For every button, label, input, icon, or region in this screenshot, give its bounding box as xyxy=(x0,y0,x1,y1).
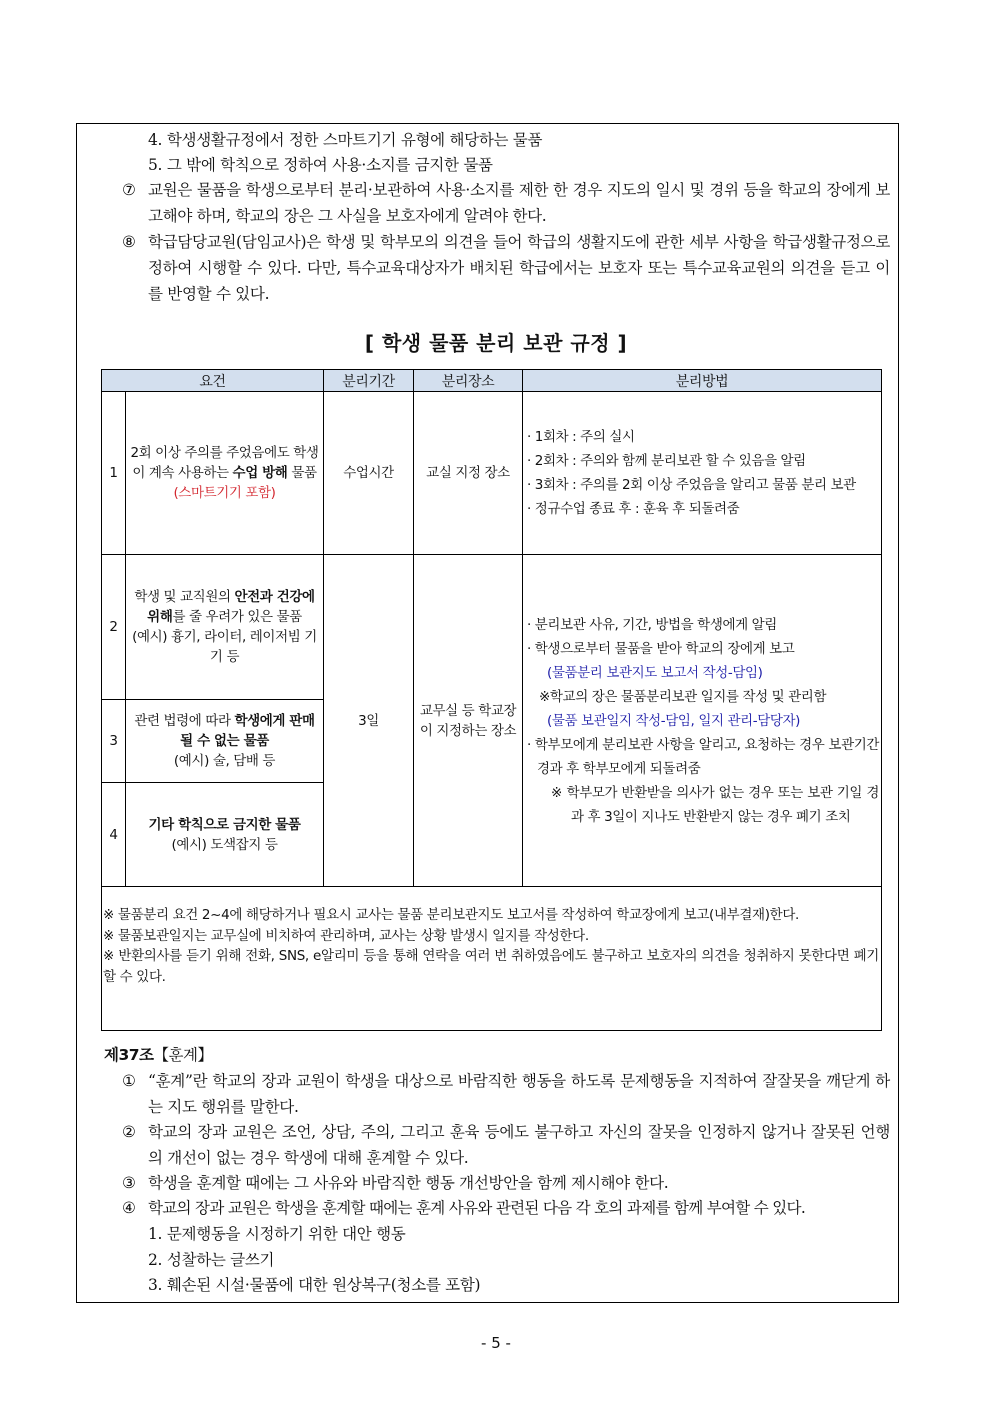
clause-8 xyxy=(122,229,890,307)
requirement-emphasis: 기타 학칙으로 금지한 물품 xyxy=(148,816,301,833)
item-number: 3. xyxy=(148,1276,163,1294)
clause-number: ⑧ xyxy=(122,233,136,251)
item-text: 학생생활규정에서 정한 스마트기기 유형에 해당하는 물품 xyxy=(166,131,543,149)
task-item-3 xyxy=(148,1272,480,1298)
method-line: · 분리보관 사유, 기간, 방법을 학생에게 알림 xyxy=(527,616,777,633)
table-notes xyxy=(101,886,882,1031)
row-index: 2 xyxy=(102,555,126,700)
requirement-cell xyxy=(126,555,324,700)
clause-7 xyxy=(122,177,890,229)
item-number: 2. xyxy=(148,1251,163,1269)
requirement-cell xyxy=(126,783,324,887)
task-item-1 xyxy=(148,1221,405,1247)
clause-number: ⑦ xyxy=(122,181,136,199)
table-row xyxy=(102,555,882,700)
list-item-5 xyxy=(148,152,493,178)
method-line: · 1회차 : 주의 실시 xyxy=(527,429,635,445)
requirement-text: 관련 법령에 따라 xyxy=(134,713,235,729)
table-header-row xyxy=(102,370,882,392)
item-text: 그 밖에 학칙으로 정하여 사용·소지를 금지한 물품 xyxy=(166,156,493,174)
clause-text: 학교의 장과 교원은 조언, 상담, 주의, 그리고 훈육 등에도 불구하고 자신의 잘못을 인정하지 않거나 잘못된 언행의 개선이 없는 경우 학생에 대해 훈계할 수 있다. xyxy=(148,1123,890,1167)
period-cell: 수업시간 xyxy=(324,392,414,555)
clause-number: ④ xyxy=(122,1199,136,1217)
method-line: · 학생으로부터 물품을 받아 학교의 장에게 보고 xyxy=(527,640,795,657)
header-place: 분리장소 xyxy=(414,370,523,392)
row-index: 4 xyxy=(102,783,126,887)
page-number: - 5 - xyxy=(481,1334,511,1352)
item-text: 문제행동을 시정하기 위한 대안 행동 xyxy=(166,1225,406,1243)
article-heading xyxy=(104,1043,212,1067)
item-number: 1. xyxy=(148,1225,163,1243)
period-cell: 3일 xyxy=(324,555,414,887)
table-title: [ 학생 물품 분리 보관 규정 ] xyxy=(364,331,628,355)
method-line-blue: (물품분리 보관지도 보고서 작성-담임) xyxy=(547,664,763,681)
requirement-emphasis: 학생에게 판매될 수 없는 물품 xyxy=(180,713,315,749)
header-period: 분리기간 xyxy=(324,370,414,392)
clause-text: “훈계”란 학교의 장과 교원이 학생을 대상으로 바람직한 행동을 하도록 문제행동을 지적하여 잘잘못을 깨닫게 하는 지도 행위를 말한다. xyxy=(148,1072,890,1116)
list-item-4 xyxy=(148,127,542,153)
task-item-2 xyxy=(148,1247,274,1273)
requirement-text: 물품 xyxy=(287,465,317,481)
clause-text: 교원은 물품을 학생으로부터 분리·보관하여 사용·소지를 제한 한 경우 지도의 일시 및 경위 등을 학교의 장에게 보고해야 하며, 학교의 장은 그 사실을 보호자에게 알려야 한다. xyxy=(148,181,890,225)
item-text: 성찰하는 글쓰기 xyxy=(166,1251,275,1269)
item-text: 훼손된 시설·물품에 대한 원상복구(청소를 포함) xyxy=(166,1276,481,1294)
article-clause-3 xyxy=(122,1170,890,1196)
item-number: 5. xyxy=(148,156,163,174)
place-cell: 교실 지정 장소 xyxy=(414,392,523,555)
row-index: 3 xyxy=(102,700,126,783)
note-line: ※ 물품분리 요건 2~4에 해당하거나 필요시 교사는 물품 분리보관지도 보고서를 작성하여 학교장에게 보고(내부결재)한다. xyxy=(103,907,799,923)
row-index: 1 xyxy=(102,392,126,555)
method-line: · 2회차 : 주의와 함께 분리보관 할 수 있음을 알림 xyxy=(527,453,806,469)
clause-number: ① xyxy=(122,1072,136,1090)
method-line: · 3회차 : 주의를 2회 이상 주었음을 알리고 물품 분리 보관 xyxy=(527,477,856,493)
requirement-emphasis: 수업 방해 xyxy=(232,465,288,481)
method-cell xyxy=(523,392,882,555)
requirement-example: (예시) 흉기, 라이터, 레이저빔 기기 등 xyxy=(132,629,317,665)
note-line: ※ 물품보관일지는 교무실에 비치하여 관리하며, 교사는 상황 발생시 일지를 작성한다. xyxy=(103,927,589,944)
requirement-emphasis: 안전과 건강에 위해 xyxy=(147,589,315,625)
requirement-cell xyxy=(126,700,324,783)
method-line-blue: (물품 보관일지 작성-담임, 일지 관리-담당자) xyxy=(547,712,801,729)
requirement-note-red: (스마트기기 포함) xyxy=(173,485,276,501)
article-clause-1 xyxy=(122,1068,890,1120)
requirement-text: 를 줄 우려가 있은 물품 xyxy=(172,609,302,625)
note-line: ※ 반환의사를 듣기 위해 전화, SNS, e알리미 등을 통해 연락을 여러 번 취하였음에도 불구하고 보호자의 의견을 청취하지 못한다면 폐기할 수 있다. xyxy=(103,948,879,985)
clause-text: 학생을 훈계할 때에는 그 사유와 바람직한 행동 개선방안을 함께 제시해야 한다. xyxy=(148,1174,669,1192)
requirement-example: (예시) 술, 담배 등 xyxy=(173,753,276,769)
clause-number: ③ xyxy=(122,1174,136,1192)
method-line: · 학부모에게 분리보관 사항을 알리고, 요청하는 경우 보관기간 경과 후 학부모에게 되돌려줌 xyxy=(527,736,879,777)
article-number: 제37조 xyxy=(104,1046,154,1064)
requirement-example: (예시) 도색잡지 등 xyxy=(171,836,278,853)
method-cell xyxy=(523,555,882,887)
clause-text: 학급담당교원(담임교사)은 학생 및 학부모의 의견을 들어 학급의 생활지도에 관한 세부 사항을 학급생활규정으로 정하여 시행할 수 있다. 다만, 특수교육대상자가 배치된 학급에서는 보호자 또는 특수교육교원의 의견을 듣고 이를 반영할 수 있다. xyxy=(148,233,890,303)
method-line: · 정규수업 종료 후 : 훈육 후 되돌려줌 xyxy=(527,501,740,517)
header-requirement: 요건 xyxy=(102,370,324,392)
article-title: 【훈계】 xyxy=(153,1046,213,1064)
place-cell: 교무실 등 학교장이 지정하는 장소 xyxy=(414,555,523,887)
requirement-cell xyxy=(126,392,324,555)
clause-text: 학교의 장과 교원은 학생을 훈계할 때에는 훈계 사유와 관련된 다음 각 호의 과제를 함께 부여할 수 있다. xyxy=(148,1199,806,1217)
method-line: ※ 학부모가 반환받을 의사가 없는 경우 또는 보관 기일 경과 후 3일이 지나도 반환받지 않는 경우 폐기 조치 xyxy=(551,784,879,825)
header-method: 분리방법 xyxy=(523,370,882,392)
item-number: 4. xyxy=(148,131,163,149)
clause-number: ② xyxy=(122,1123,136,1141)
separation-rules-table xyxy=(101,369,882,887)
requirement-text: 학생 및 교직원의 xyxy=(134,589,235,605)
table-row xyxy=(102,392,882,555)
requirement-text: 2회 이상 주의를 주었음에도 학생이 계속 사용하는 xyxy=(130,445,319,481)
article-clause-2 xyxy=(122,1119,890,1171)
article-clause-4 xyxy=(122,1195,890,1221)
method-line: ※학교의 장은 물품분리보관 일지를 작성 및 관리함 xyxy=(539,688,827,705)
